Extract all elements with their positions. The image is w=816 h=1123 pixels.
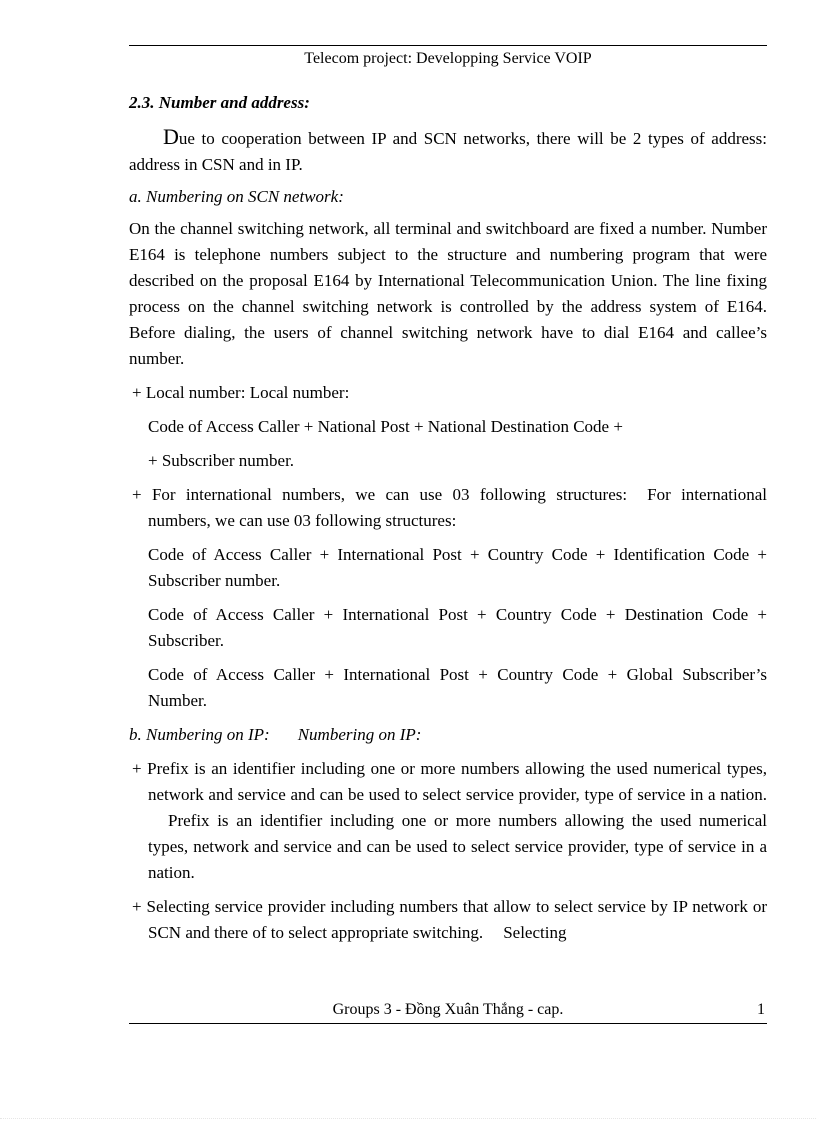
intro-text: ue to cooperation between IP and SCN networks, there will be 2 types of address: address in CSN and in IP.: [129, 129, 767, 174]
intl-structure-3: Code of Access Caller + International Post + Country Code + Global Subscriber’s Number.: [148, 665, 767, 710]
local-structure-line1: Code of Access Caller + National Post + National Destination Code +: [148, 417, 623, 436]
section-heading: 2.3. Number and address:: [129, 93, 310, 112]
intl-structure-1: Code of Access Caller + International Post + Country Code + Identification Code + Subscriber number.: [148, 545, 767, 590]
page-number: 1: [757, 1001, 765, 1018]
select-text-a: + Selecting service provider including numbers that allow to select service by IP network or SCN and there of to select appropriate switching.: [132, 897, 767, 942]
intro-dropcap: D: [163, 124, 179, 149]
page-footer: [129, 1001, 767, 1023]
select-text-b: Selecting: [503, 923, 567, 942]
select-provider-bullet: [129, 894, 767, 946]
prefix-text-a: + Prefix is an identifier including one or more numbers allowing the used numerical types, network and service and can be used to select service provider, type of service in a nation.: [132, 759, 767, 804]
scn-heading: a. Numbering on SCN network:: [129, 187, 344, 206]
intl-structure-2: Code of Access Caller + International Post + Country Code + Destination Code + Subscriber.: [148, 605, 767, 650]
local-number-bullet: + Local number: Local number:: [132, 383, 350, 402]
ip-heading-b: Numbering on IP:: [297, 725, 422, 744]
prefix-text-b: Prefix is an identifier including one or more numbers allowing the used numerical types, network and service and can be used to select service provider, type of service in a nation.: [148, 811, 767, 882]
ip-heading-a: b. Numbering on IP:: [129, 725, 270, 744]
header-rule: [129, 45, 767, 46]
page-bottom-dotted-line: [0, 1118, 816, 1119]
prefix-bullet: [129, 756, 767, 886]
intl-bullet-text-a: + For international numbers, we can use 03 following structures:: [132, 485, 628, 504]
page-header: Telecom project: Developping Service VOIP: [304, 50, 592, 67]
intl-bullet-text-b: For international numbers, we can use 03 following structures:: [148, 485, 767, 530]
footer-rule: [129, 1023, 767, 1024]
scn-paragraph: On the channel switching network, all terminal and switchboard are fixed a number. Number E164 is telephone numbers subject to the structure and numbering program that were described on the proposal E164 by International Telecommunication Union. The line fixing process on the channel switching network is controlled by the address system of E164. Before dialing, the users of channel switching network have to dial E164 and callee’s number.: [129, 219, 767, 368]
intl-number-bullet: [129, 482, 767, 534]
intro-paragraph: [129, 124, 767, 178]
local-structure-line2: + Subscriber number.: [148, 451, 295, 470]
ip-heading: [129, 722, 767, 748]
document-body: [129, 90, 767, 946]
footer-text: Groups 3 - Đồng Xuân Thắng - cap.: [332, 1001, 564, 1018]
